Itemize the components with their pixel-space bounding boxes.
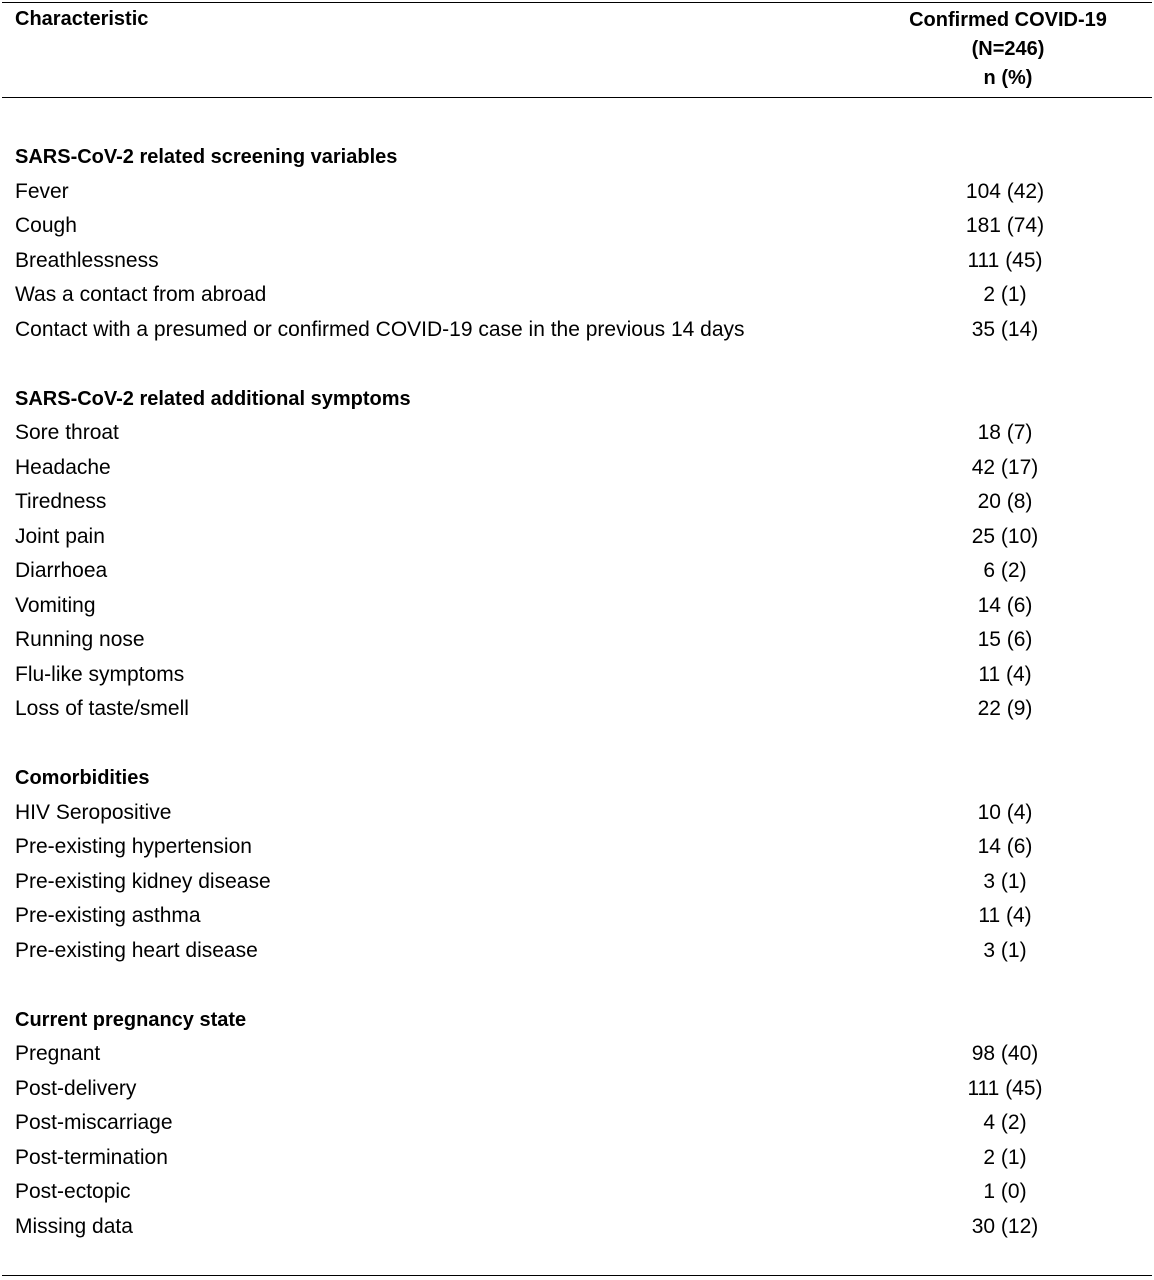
table-row	[0, 1175, 1154, 1210]
row-value: 30 (12)	[971, 1214, 1039, 1238]
table-section	[0, 382, 1154, 727]
bottom-rule	[2, 1275, 1152, 1276]
row-value: 6 (2)	[983, 559, 1027, 582]
row-label: Diarrhoea	[15, 559, 108, 582]
row-value: 10 (4)	[977, 800, 1033, 824]
table-row	[0, 623, 1154, 658]
header-col-line1: Confirmed COVID-19	[909, 9, 1107, 31]
header-rule	[2, 97, 1152, 98]
row-value: 2 (1)	[983, 283, 1027, 306]
row-value: 3 (1)	[983, 869, 1027, 893]
row-label: Running nose	[15, 628, 145, 651]
row-value: 98 (40)	[971, 1042, 1039, 1065]
row-label: Missing data	[15, 1214, 133, 1238]
row-label: Post-miscarriage	[15, 1111, 173, 1134]
header-col-line2: (N=246)	[971, 38, 1045, 60]
table-row	[0, 485, 1154, 520]
row-value: 2 (1)	[983, 1145, 1027, 1169]
row-value: 42 (17)	[971, 455, 1039, 479]
row-label: Pregnant	[15, 1042, 101, 1065]
row-label: Post-termination	[15, 1145, 168, 1169]
table-row	[0, 451, 1154, 486]
row-value: 18 (7)	[977, 421, 1033, 444]
row-value: 22 (9)	[977, 697, 1033, 720]
section-title: Comorbidities	[15, 767, 150, 789]
row-value: 104 (42)	[965, 179, 1045, 203]
header-characteristic: Characteristic	[15, 8, 149, 30]
row-value: 35 (14)	[971, 317, 1039, 341]
row-label: Fever	[15, 179, 69, 203]
row-label: Flu-like symptoms	[15, 662, 185, 686]
table-row	[0, 899, 1154, 934]
table-row	[0, 209, 1154, 244]
row-value: 15 (6)	[977, 628, 1033, 651]
table-row	[0, 830, 1154, 865]
row-value: 25 (10)	[971, 524, 1039, 548]
table-row	[0, 1037, 1154, 1072]
table-row	[0, 175, 1154, 210]
row-label: Sore throat	[15, 421, 119, 444]
table-row	[0, 658, 1154, 693]
row-label: Tiredness	[15, 490, 107, 513]
row-label: Post-delivery	[15, 1076, 137, 1100]
row-label: Post-ectopic	[15, 1180, 131, 1203]
table-row	[0, 1141, 1154, 1176]
row-value: 11 (4)	[978, 662, 1032, 686]
table-row	[0, 865, 1154, 900]
header-col-line3: n (%)	[983, 67, 1033, 89]
row-value: 3 (1)	[983, 938, 1027, 962]
row-label: Loss of taste/smell	[15, 697, 189, 720]
row-label: Pre-existing hypertension	[15, 835, 252, 858]
row-value: 111 (45)	[967, 1076, 1043, 1100]
row-value: 20 (8)	[977, 490, 1033, 513]
table-row	[0, 278, 1154, 313]
row-label: Pre-existing heart disease	[15, 938, 258, 962]
table-row	[0, 520, 1154, 555]
table-row	[0, 1210, 1154, 1245]
row-value: 4 (2)	[983, 1111, 1027, 1134]
table-row	[0, 416, 1154, 451]
section-title: SARS-CoV-2 related screening variables	[15, 146, 398, 168]
section-title: SARS-CoV-2 related additional symptoms	[15, 387, 411, 410]
row-label: Contact with a presumed or confirmed COVID-19 case in the previous 14 days	[15, 317, 745, 341]
row-label: Breathlessness	[15, 248, 159, 272]
row-label: Pre-existing kidney disease	[15, 869, 271, 893]
table-section	[0, 140, 1154, 347]
table-row	[0, 796, 1154, 831]
row-value: 111 (45)	[967, 248, 1043, 272]
row-label: Vomiting	[15, 593, 96, 617]
table-row	[0, 1072, 1154, 1107]
row-value: 181 (74)	[965, 214, 1045, 237]
row-value: 11 (4)	[978, 904, 1032, 927]
row-value: 1 (0)	[983, 1180, 1027, 1203]
row-label: Cough	[15, 214, 77, 237]
row-label: Headache	[15, 455, 111, 479]
table-row	[0, 244, 1154, 279]
table-row	[0, 589, 1154, 624]
section-title: Current pregnancy state	[15, 1008, 247, 1031]
table-section	[0, 761, 1154, 968]
table-row	[0, 692, 1154, 727]
table-row	[0, 1106, 1154, 1141]
table-row	[0, 313, 1154, 348]
table-section	[0, 1003, 1154, 1245]
row-label: Pre-existing asthma	[15, 904, 201, 927]
row-label: Was a contact from abroad	[15, 283, 267, 306]
row-value: 14 (6)	[977, 835, 1033, 858]
row-label: Joint pain	[15, 524, 105, 548]
row-value: 14 (6)	[977, 593, 1033, 617]
top-rule	[2, 2, 1152, 3]
table-body	[0, 140, 1154, 1279]
table-row	[0, 934, 1154, 969]
table-row	[0, 554, 1154, 589]
header-confirmed-column	[880, 6, 1136, 93]
row-label: HIV Seropositive	[15, 800, 172, 824]
